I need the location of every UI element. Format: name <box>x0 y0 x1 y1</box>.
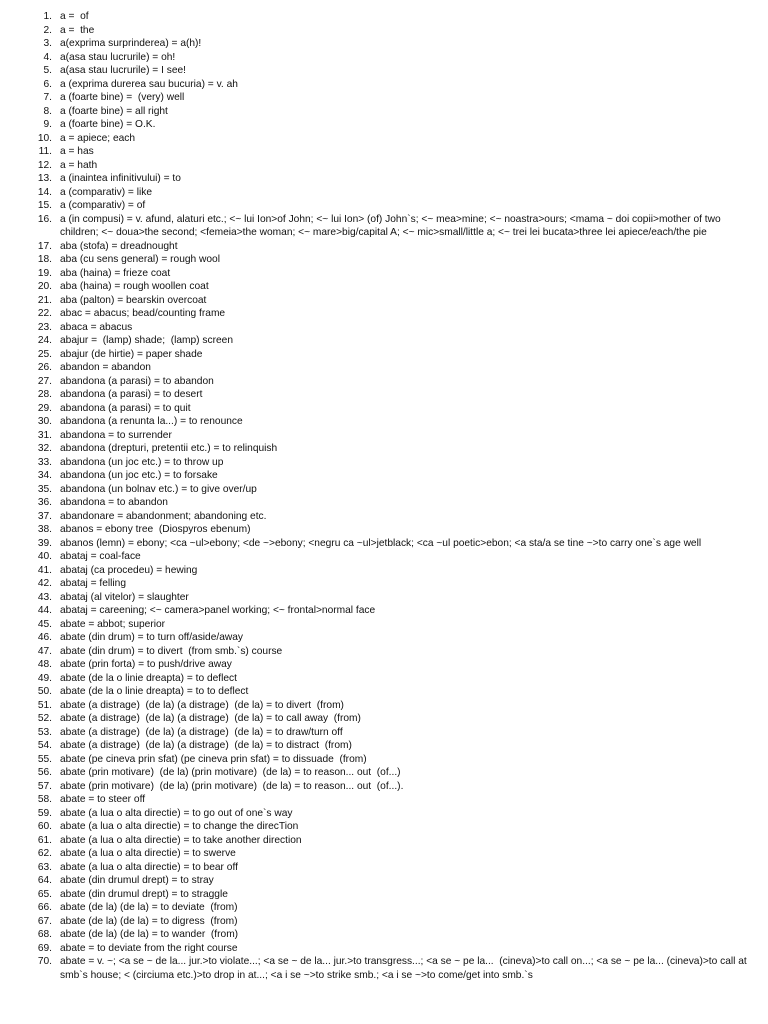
entry-number: 53. <box>37 726 52 738</box>
entry-text: abataj = felling <box>60 578 126 589</box>
entry-text: a = has <box>60 146 94 157</box>
list-item <box>0 469 750 483</box>
entry-number: 1. <box>43 11 52 22</box>
entry-text: abate (din drumul drept) = to straggle <box>60 888 228 900</box>
entry-text: a (foarte bine) = (very) well <box>60 92 185 103</box>
entry-text: abataj (ca procedeu) = hewing <box>60 564 198 576</box>
entry-number: 63. <box>37 861 52 873</box>
entry-number: 44. <box>37 605 52 616</box>
entry-number: 46. <box>37 632 52 643</box>
list-item <box>0 577 750 591</box>
list-item <box>0 847 750 861</box>
entry-number: 28. <box>37 389 52 400</box>
entry-text: abate (prin motivare) (de la) (prin motivare) (de la) = to reason... out (of...) <box>60 767 401 778</box>
list-item <box>0 915 750 929</box>
entry-number: 57. <box>37 780 52 792</box>
entry-text: abate (prin motivare) (de la) (prin motivare) (de la) = to reason... out (of...). <box>60 780 404 792</box>
list-item <box>0 172 750 186</box>
entry-text: abandona = to surrender <box>60 429 172 441</box>
list-item <box>0 685 750 699</box>
entry-number: 40. <box>37 551 52 562</box>
list-item <box>0 321 750 335</box>
entry-text: abate (a lua o alta directie) = to bear off <box>60 861 238 873</box>
entry-number: 19. <box>37 267 52 279</box>
entry-text: a = of <box>60 11 89 22</box>
list-item <box>0 159 750 173</box>
list-item <box>0 955 750 982</box>
entry-text: abate (a lua o alta directie) = to change the direcTion <box>60 821 299 832</box>
list-item <box>0 861 750 875</box>
entry-text: abandona (un bolnav etc.) = to give over/up <box>60 483 257 495</box>
list-item <box>0 253 750 267</box>
entry-text: a = apiece; each <box>60 132 136 144</box>
entry-text: abandona (a renunta la...) = to renounce <box>60 416 243 427</box>
entry-text: aba (haina) = frieze coat <box>60 267 171 279</box>
entry-number: 42. <box>37 578 52 589</box>
entry-number: 56. <box>37 767 52 778</box>
entry-number: 52. <box>37 713 52 724</box>
entry-text: a (comparativ) = of <box>60 200 146 211</box>
entry-text: aba (cu sens general) = rough wool <box>60 254 220 265</box>
entry-number: 15. <box>37 200 52 211</box>
entry-number: 26. <box>37 362 52 373</box>
entry-number: 35. <box>37 483 52 495</box>
list-item <box>0 267 750 281</box>
entry-text: a = hath <box>60 159 98 171</box>
entry-text: a(asa stau lucrurile) = I see! <box>60 65 186 76</box>
entry-number: 5. <box>43 65 52 76</box>
entry-number: 39. <box>37 537 52 549</box>
list-item <box>0 712 750 726</box>
entry-text: abandonare = abandonment; abandoning etc. <box>60 510 267 522</box>
entry-number: 3. <box>43 38 52 49</box>
list-item <box>0 51 750 65</box>
list-item <box>0 550 750 564</box>
entry-text: a (in compusi) = v. afund, alaturi etc.; <~ lui Ion>of John; <~ lui Ion> (of) John`s; <~ mea>mine; <~ noastra>ours; <mama ~ doi copii>mother of two children; <~ doua>the second; <femeia>the woman; <~ mare>big/capital A; <~ mic>small/little a; <~ trei lei bucata>three lei apiece/each/the pie <box>60 213 724 238</box>
entry-text: a (comparativ) = like <box>60 186 153 198</box>
entry-text: abate (de la) (de la) = to deviate (from) <box>60 902 238 913</box>
list-item <box>0 672 750 686</box>
list-item <box>0 483 750 497</box>
entry-number: 62. <box>37 848 52 859</box>
list-item <box>0 739 750 753</box>
entry-text: abate (a lua o alta directie) = to take another direction <box>60 834 302 846</box>
entry-number: 67. <box>37 915 52 927</box>
entry-number: 33. <box>37 456 52 468</box>
list-item <box>0 145 750 159</box>
list-item <box>0 402 750 416</box>
list-item <box>0 699 750 713</box>
entry-number: 16. <box>37 213 52 225</box>
entry-number: 4. <box>43 51 52 63</box>
list-item <box>0 658 750 672</box>
entry-text: abate (a lua o alta directie) = to swerve <box>60 848 236 859</box>
list-item <box>0 874 750 888</box>
entry-number: 58. <box>37 794 52 805</box>
entry-number: 49. <box>37 672 52 684</box>
entry-number: 30. <box>37 416 52 427</box>
entry-list <box>0 10 750 982</box>
entry-text: aba (haina) = rough woollen coat <box>60 281 209 292</box>
list-item <box>0 375 750 389</box>
entry-text: abandona (un joc etc.) = to throw up <box>60 456 224 468</box>
entry-number: 68. <box>37 929 52 940</box>
list-item <box>0 820 750 834</box>
list-item <box>0 91 750 105</box>
entry-text: abajur (de hirtie) = paper shade <box>60 348 203 360</box>
entry-text: a (foarte bine) = O.K. <box>60 119 156 130</box>
entry-text: aba (stofa) = dreadnought <box>60 240 178 252</box>
list-item <box>0 415 750 429</box>
entry-text: abate (a distrage) (de la) (a distrage) (de la) = to draw/turn off <box>60 726 343 738</box>
entry-number: 55. <box>37 753 52 765</box>
list-item <box>0 510 750 524</box>
entry-number: 54. <box>37 740 52 751</box>
entry-text: abac = abacus; bead/counting frame <box>60 308 226 319</box>
entry-number: 70. <box>37 956 52 967</box>
list-item <box>0 780 750 794</box>
entry-text: abate = to steer off <box>60 794 146 805</box>
entry-number: 37. <box>37 510 52 522</box>
entry-text: abate (de la) (de la) = to wander (from) <box>60 929 239 940</box>
list-item <box>0 456 750 470</box>
entry-number: 41. <box>37 564 52 576</box>
list-item <box>0 240 750 254</box>
entry-number: 23. <box>37 321 52 333</box>
list-item <box>0 442 750 456</box>
entry-number: 7. <box>43 92 52 103</box>
entry-text: aba (palton) = bearskin overcoat <box>60 294 207 306</box>
entry-number: 8. <box>43 105 52 117</box>
entry-number: 25. <box>37 348 52 360</box>
entry-number: 31. <box>37 429 52 441</box>
list-item <box>0 213 750 240</box>
list-item <box>0 901 750 915</box>
list-item <box>0 37 750 51</box>
entry-text: abandona (a parasi) = to abandon <box>60 375 214 387</box>
entry-text: abate (de la o linie dreapta) = to to deflect <box>60 686 249 697</box>
list-item <box>0 10 750 24</box>
entry-number: 12. <box>37 159 52 171</box>
entry-number: 22. <box>37 308 52 319</box>
list-item <box>0 186 750 200</box>
list-item <box>0 105 750 119</box>
entry-number: 29. <box>37 402 52 414</box>
entry-text: abandona (a parasi) = to desert <box>60 389 203 400</box>
list-item <box>0 24 750 38</box>
entry-text: abate (a distrage) (de la) (a distrage) (de la) = to call away (from) <box>60 713 361 724</box>
list-item <box>0 523 750 537</box>
list-item <box>0 280 750 294</box>
entry-number: 9. <box>43 119 52 130</box>
entry-number: 13. <box>37 173 52 184</box>
entry-number: 36. <box>37 497 52 508</box>
entry-number: 60. <box>37 821 52 832</box>
list-item <box>0 564 750 578</box>
entry-number: 48. <box>37 659 52 670</box>
entry-text: abate = v. ~; <a se ~ de la... jur.>to violate...; <a se ~ de la... jur.>to transgress...; <a se ~ pe la... (cineva)>to call on...; <a se ~ pe la... (cineva)>to call at smb`s house; < (circiuma etc.)>to drop in at...; <a i se ~>to strike smb.; <a i se ~>to come/get into smb.`s <box>60 956 750 981</box>
entry-number: 47. <box>37 645 52 657</box>
entry-number: 51. <box>37 699 52 711</box>
entry-number: 64. <box>37 875 52 886</box>
entry-number: 14. <box>37 186 52 198</box>
entry-number: 24. <box>37 335 52 346</box>
entry-text: abate (din drumul drept) = to stray <box>60 875 214 886</box>
entry-number: 2. <box>43 24 52 36</box>
list-item <box>0 631 750 645</box>
entry-text: abataj (al vitelor) = slaughter <box>60 591 189 603</box>
list-item <box>0 766 750 780</box>
list-item <box>0 888 750 902</box>
entry-text: a(exprima surprinderea) = a(h)! <box>60 38 202 49</box>
entry-text: a = the <box>60 24 95 36</box>
list-item <box>0 361 750 375</box>
list-item <box>0 118 750 132</box>
list-item <box>0 807 750 821</box>
list-item <box>0 132 750 146</box>
entry-text: abate (a distrage) (de la) (a distrage) (de la) = to distract (from) <box>60 740 352 751</box>
entry-number: 43. <box>37 591 52 603</box>
list-item <box>0 199 750 213</box>
entry-number: 11. <box>38 146 52 157</box>
list-item <box>0 496 750 510</box>
entry-number: 20. <box>37 281 52 292</box>
entry-number: 21. <box>37 294 52 306</box>
entry-text: abandona (a parasi) = to quit <box>60 402 191 414</box>
entry-number: 6. <box>43 78 52 90</box>
entry-text: abandona (drepturi, pretentii etc.) = to relinquish <box>60 443 278 454</box>
entry-number: 50. <box>37 686 52 697</box>
entry-text: abanos (lemn) = ebony; <ca ~ul>ebony; <de ~>ebony; <negru ca ~ul>jetblack; <ca ~ul poetic>ebon; <a sta/a se tine ~>to carry one`s age well <box>60 537 702 549</box>
entry-text: abate (de la) (de la) = to digress (from) <box>60 915 238 927</box>
entry-number: 59. <box>37 807 52 819</box>
entry-text: abate (din drum) = to turn off/aside/away <box>60 632 244 643</box>
entry-text: abajur = (lamp) shade; (lamp) screen <box>60 335 233 346</box>
entry-number: 38. <box>37 524 52 535</box>
entry-text: a (exprima durerea sau bucuria) = v. ah <box>60 78 238 90</box>
entry-text: a(asa stau lucrurile) = oh! <box>60 51 176 63</box>
entry-text: abate (pe cineva prin sfat) (pe cineva prin sfat) = to dissuade (from) <box>60 753 367 765</box>
list-item <box>0 645 750 659</box>
entry-text: abataj = coal-face <box>60 551 141 562</box>
entry-text: abate (de la o linie dreapta) = to deflect <box>60 672 237 684</box>
entry-text: abandon = abandon <box>60 362 151 373</box>
entry-text: abandona (un joc etc.) = to forsake <box>60 470 218 481</box>
list-item <box>0 726 750 740</box>
list-item <box>0 429 750 443</box>
list-item <box>0 753 750 767</box>
entry-text: abaca = abacus <box>60 321 133 333</box>
entry-text: abanos = ebony tree (Diospyros ebenum) <box>60 524 251 535</box>
entry-number: 17. <box>37 240 52 252</box>
entry-text: abate (a distrage) (de la) (a distrage) (de la) = to divert (from) <box>60 699 344 711</box>
entry-text: abate (a lua o alta directie) = to go out of one`s way <box>60 807 293 819</box>
entry-number: 18. <box>37 254 52 265</box>
list-item <box>0 928 750 942</box>
list-item <box>0 591 750 605</box>
list-item <box>0 537 750 551</box>
entry-text: abate = to deviate from the right course <box>60 942 238 954</box>
entry-number: 65. <box>37 888 52 900</box>
list-item <box>0 388 750 402</box>
list-item <box>0 618 750 632</box>
entry-text: abate (prin forta) = to push/drive away <box>60 659 232 670</box>
list-item <box>0 78 750 92</box>
list-item <box>0 834 750 848</box>
list-item <box>0 64 750 78</box>
entry-text: abate (din drum) = to divert (from smb.`s) course <box>60 645 283 657</box>
entry-number: 61. <box>37 834 52 846</box>
entry-number: 10. <box>37 132 52 144</box>
entry-text: abate = abbot; superior <box>60 618 166 630</box>
entry-number: 69. <box>37 942 52 954</box>
list-item <box>0 942 750 956</box>
entry-text: abataj = careening; <~ camera>panel working; <~ frontal>normal face <box>60 605 376 616</box>
list-item <box>0 294 750 308</box>
list-item <box>0 348 750 362</box>
list-item <box>0 793 750 807</box>
entry-text: a (inaintea infinitivului) = to <box>60 173 181 184</box>
entry-number: 34. <box>37 470 52 481</box>
entry-number: 32. <box>37 443 52 454</box>
entry-text: a (foarte bine) = all right <box>60 105 168 117</box>
entry-number: 27. <box>37 375 52 387</box>
entry-text: abandona = to abandon <box>60 497 168 508</box>
entry-number: 66. <box>37 902 52 913</box>
list-item <box>0 334 750 348</box>
entry-number: 45. <box>37 618 52 630</box>
list-item <box>0 604 750 618</box>
list-item <box>0 307 750 321</box>
